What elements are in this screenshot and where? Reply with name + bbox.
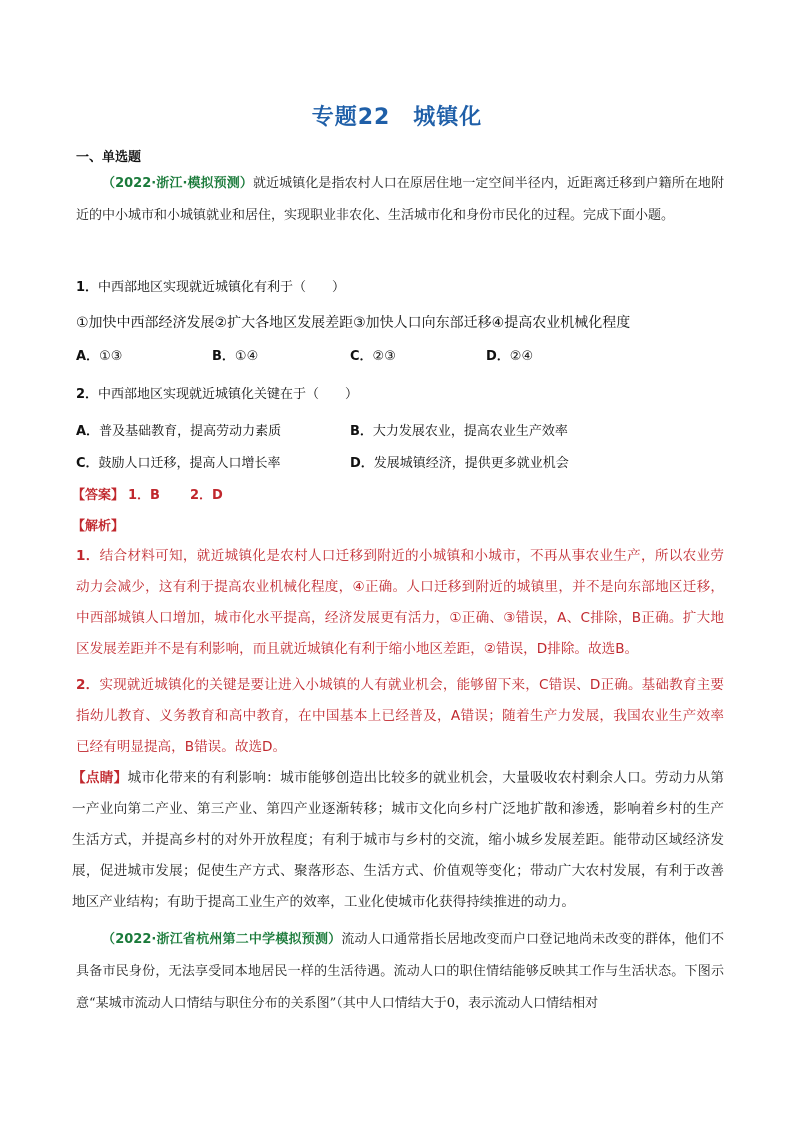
question-1-option-d [486,345,533,364]
option-text: 普及基础教育，提高劳动力素质 [99,424,282,439]
explanation-1-text: 结合材料可知，就近城镇化是农村人口迁移到附近的小城镇和小城市，不再从事农业生产，所以农业劳动力会减少，这有利于提高农业机械化程度，④正确。人口迁移到附近的城镇里，并不是向东部地区迁移，中西部城镇人口增加，城市化水平提高，经济发展更有活力，①正确、③错误，A、C排除，B正确。扩大地区发展差距并不是有利影响，而且就近城镇化有利于缩小地区差距，②错误，D排除。故选B。 [76,548,724,657]
answer-1: 1．B [128,488,160,503]
key-points-text: 城市化带来的有利影响：城市能够创造出比较多的就业机会，大量吸收农村剩余人口。劳动力从第一产业向第二产业、第三产业、第四产业逐渐转移；城市文化向乡村广泛地扩散和渗透，影响着乡村的生产生活方式，并提高乡村的对外开放程度；有利于城市与乡村的交流，缩小城乡发展差距。能带动区域经济发展，促进城市发展；促使生产方式、聚落形态、生活方式、价值观等变化；带动广大农村发展，有利于改善地区产业结构；有助于提高工业生产的效率，工业化使城市化获得持续推进的动力。 [72,770,724,910]
passage-2-text: 流动人口通常指长居地改变而户口登记地尚未改变的群体，他们不具备市民身份，无法享受同本地居民一样的生活待遇。流动人口的职住情结能够反映其工作与生活状态。下图示意“某城市流动人口情结与职住分布的关系图”（其中人口情结大于0，表示流动人口情结相对 [76,932,724,1011]
passage-1-text: 就近城镇化是指农村人口在原居住地一定空间半径内，近距离迁移到户籍所在地附近的中小城市和小城镇就业和居住，实现职业非农化、生活城市化和身份市民化的过程。完成下面小题。 [76,176,724,223]
question-2-stem [76,383,358,402]
option-text: ①③ [99,349,123,364]
option-text: 鼓励人口迁移，提高人口增长率 [98,456,281,471]
passage-1-source: （2022·浙江·模拟预测） [102,176,253,191]
answer-line [72,484,223,503]
passage-2-source: （2022·浙江省杭州第二中学模拟预测） [102,932,342,947]
option-text: ②③ [372,349,396,364]
option-text: 大力发展农业，提高农业生产效率 [372,424,568,439]
question-1-number: 1． [76,280,99,295]
explanation-2 [76,670,724,763]
option-text: ②④ [509,349,534,364]
key-points-label: 【点睛】 [72,770,128,786]
question-2-number: 2． [76,387,99,402]
question-2-option-c [76,452,281,471]
option-text: ①④ [234,349,259,364]
key-points [72,763,724,918]
question-2-option-d [350,452,569,471]
passage-2 [76,924,724,1020]
option-letter: D． [486,349,510,364]
question-1-option-c [350,345,396,364]
option-letter: D． [350,456,374,471]
question-1-option-b [212,345,258,364]
question-2-text: 中西部地区实现就近城镇化关键在于（ ） [98,387,359,402]
option-letter: B． [350,424,373,439]
option-letter: A． [76,349,100,364]
answer-label: 【答案】 [72,488,125,503]
question-2-option-a [76,420,281,439]
passage-1 [76,168,724,232]
explanation-2-text: 实现就近城镇化的关键是要让进入小城镇的人有就业机会，能够留下来，C错误、D正确。基础教育主要指幼儿教育、义务教育和高中教育，在中国基本上已经普及，A错误；随着生产力发展，我国农业生产效率已经有明显提高，B错误。故选D。 [76,677,724,755]
page-title: 专题22 城镇化 [311,105,483,130]
answer-2: 2．D [189,488,223,503]
option-text: 发展城镇经济，提供更多就业机会 [373,456,569,471]
section-heading: 一、单选题 [76,150,142,165]
option-letter: C． [76,456,99,471]
explanation-1-number: 1． [76,548,100,564]
question-1-option-a [76,345,122,364]
option-letter: A． [76,424,100,439]
explanation-2-number: 2． [76,677,100,693]
explanation-1 [76,541,724,665]
question-1-statements: ①加快中西部经济发展②扩大各地区发展差距③加快人口向东部迁移④提高农业机械化程度 [76,315,631,331]
option-letter: B． [212,349,235,364]
question-2-option-b [350,420,568,439]
question-1-stem [76,276,345,295]
question-1-text: 中西部地区实现就近城镇化有利于（ ） [98,280,346,295]
analysis-label: 【解析】 [72,519,125,534]
option-letter: C． [350,349,373,364]
